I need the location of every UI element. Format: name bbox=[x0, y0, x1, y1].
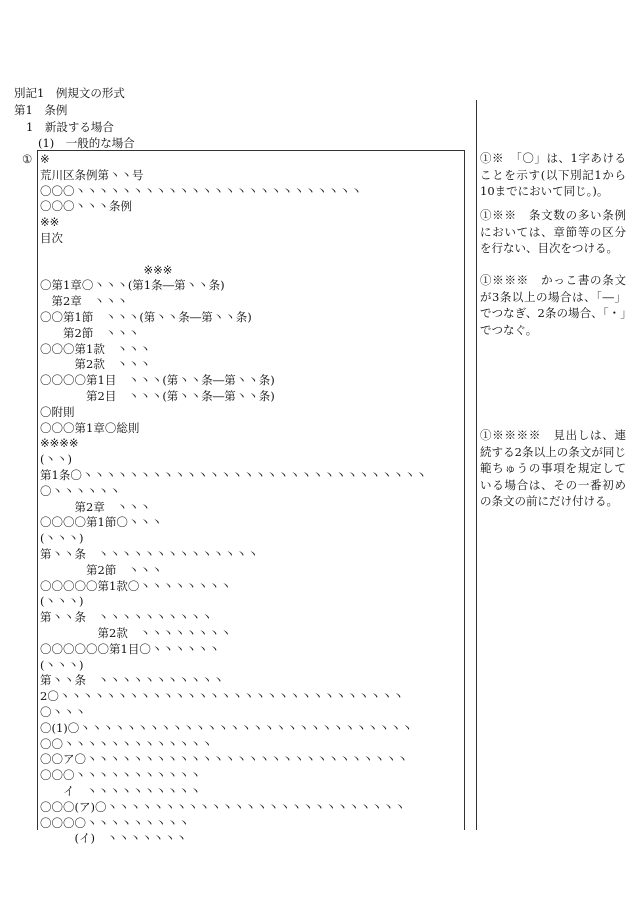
body-line: 第1条〇丶丶丶丶丶丶丶丶丶丶丶丶丶丶丶丶丶丶丶丶丶丶丶丶丶丶丶丶丶丶 bbox=[40, 468, 427, 482]
body-line: (丶丶丶) bbox=[40, 594, 84, 609]
body-line: (イ) 丶丶丶丶丶丶丶 bbox=[74, 831, 187, 846]
note-item: ①※※※※ 見出しは、連続する2条以上の条文が同じ範ちゅうの事項を規定している場合は、その一番初めの条文の前にだけ付ける。 bbox=[480, 428, 626, 508]
body-line: 〇〇〇第1款 丶丶丶 bbox=[40, 341, 151, 356]
body-line: 〇〇〇第1章〇総則 bbox=[40, 420, 140, 435]
body-line: 〇〇〇〇〇〇第1目〇丶丶丶丶丶丶 bbox=[40, 641, 220, 656]
body-line: 〇〇ア〇丶丶丶丶丶丶丶丶丶丶丶丶丶丶丶丶丶丶丶丶丶丶丶丶丶丶丶丶 bbox=[40, 752, 408, 767]
body-line: ※※ bbox=[40, 215, 60, 230]
body-line: 第2節 丶丶丶 bbox=[63, 325, 140, 340]
body-line: 〇〇〇丶丶丶丶丶丶丶丶丶丶丶 bbox=[40, 768, 201, 783]
body-line: 〇第1章〇丶丶丶(第1条―第丶丶条) bbox=[40, 278, 225, 293]
body-line: 〇〇〇〇第1目 丶丶丶(第丶丶条―第丶丶条) bbox=[40, 373, 275, 388]
body-line: ※※※ bbox=[143, 262, 173, 277]
body-line: ※※※※ bbox=[40, 436, 79, 451]
note-item: ①※※ 条文数の多い条例においては、章節等の区分を行ない、目次をつける。 bbox=[480, 208, 626, 255]
body-line: 目次 bbox=[40, 231, 63, 245]
body-line: 第2章 丶丶丶 bbox=[74, 499, 151, 514]
box-top-border bbox=[37, 150, 464, 151]
section-heading: 第1 条例 bbox=[14, 103, 68, 117]
body-line: (丶丶丶) bbox=[40, 657, 84, 672]
notes-divider bbox=[476, 100, 477, 830]
box-marker: ① bbox=[22, 152, 33, 166]
body-line: 〇(1)〇丶丶丶丶丶丶丶丶丶丶丶丶丶丶丶丶丶丶丶丶丶丶丶丶丶丶丶丶丶 bbox=[40, 720, 413, 735]
box-left-border bbox=[37, 150, 38, 830]
body-line: 第丶丶条 丶丶丶丶丶丶丶丶丶丶 bbox=[40, 610, 213, 625]
body-line: 第2款 丶丶丶丶丶丶丶丶 bbox=[97, 626, 232, 640]
body-line: 〇〇〇丶丶丶丶丶丶丶丶丶丶丶丶丶丶丶丶丶丶丶丶丶丶丶丶丶 bbox=[40, 183, 362, 198]
body-line: 〇〇〇丶丶丶条例 bbox=[40, 199, 132, 214]
body-line: (丶丶丶) bbox=[40, 531, 84, 546]
subsection-heading: 1 新設する場合 bbox=[26, 120, 114, 134]
body-line: 荒川区条例第丶丶号 bbox=[40, 167, 144, 182]
body-line: 第2目 丶丶丶(第丶丶条―第丶丶条) bbox=[86, 389, 275, 403]
body-line: 〇附則 bbox=[40, 404, 75, 419]
body-line: 第丶丶条 丶丶丶丶丶丶丶丶丶丶丶丶丶丶 bbox=[40, 547, 259, 561]
body-line: (丶丶) bbox=[40, 452, 72, 467]
note-item: ①※※※ かっこ書の条文が3条以上の場合は、「―」でつなぎ、2条の場合、「・」でつなぐ。 bbox=[480, 273, 626, 337]
body-line: 〇丶丶丶丶丶丶 bbox=[40, 483, 121, 498]
body-line: 第2節 丶丶丶 bbox=[86, 562, 163, 577]
body-line: 〇〇〇〇〇第1款〇丶丶丶丶丶丶丶丶 bbox=[40, 578, 232, 593]
body-line: 〇〇〇〇丶丶丶丶丶丶丶丶丶 bbox=[40, 815, 190, 830]
note-item: ①※ 「〇」は、1字あけることを示す(以下別記1から10までにおいて同じ。)。 bbox=[480, 151, 626, 198]
body-line: 〇丶丶丶 bbox=[40, 705, 86, 719]
item-heading: (1) 一般的な場合 bbox=[38, 136, 135, 150]
body-line: 〇〇第1節 丶丶丶(第丶丶条―第丶丶条) bbox=[40, 310, 252, 324]
body-line: ※ bbox=[40, 152, 50, 166]
body-line: 2〇丶丶丶丶丶丶丶丶丶丶丶丶丶丶丶丶丶丶丶丶丶丶丶丶丶丶丶丶丶丶 bbox=[40, 689, 404, 704]
body-line: 〇〇〇〇第1節〇丶丶丶 bbox=[40, 515, 163, 530]
body-line: 〇〇〇(ア)〇丶丶丶丶丶丶丶丶丶丶丶丶丶丶丶丶丶丶丶丶丶丶丶丶丶丶 bbox=[40, 799, 406, 814]
doc-title: 別記1 例規文の形式 bbox=[14, 86, 125, 100]
body-line: 第2款 丶丶丶 bbox=[74, 357, 151, 372]
body-line: 〇〇丶丶丶丶丶丶丶丶丶丶丶丶丶 bbox=[40, 736, 213, 751]
body-line: イ 丶丶丶丶丶丶丶丶丶丶 bbox=[63, 784, 201, 798]
body-line: 第丶丶条 丶丶丶丶丶丶丶丶丶丶丶 bbox=[40, 673, 224, 688]
body-line: 第2章 丶丶丶 bbox=[51, 294, 128, 309]
